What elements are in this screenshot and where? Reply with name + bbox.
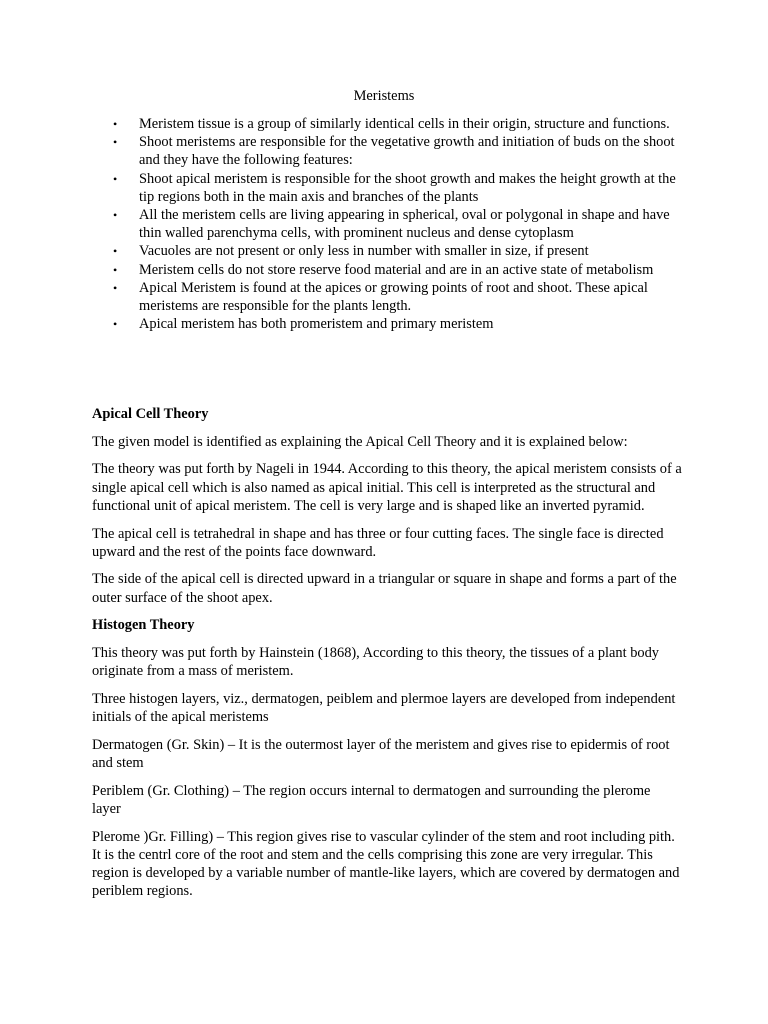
bullet-icon: •	[113, 317, 118, 332]
list-item-text: Meristem cells do not store reserve food material and are in an active state of metabolism	[139, 261, 654, 278]
document-body	[92, 405, 682, 910]
paragraph: The theory was put forth by Nageli in 1944. According to this theory, the apical meristem consists of a single apical cell which is also named as apical initial. This cell is interpreted as the structural and functional unit of apical meristem. The cell is very large and is shaped like an inverted pyramid.	[92, 461, 682, 514]
section-heading-histogen-theory: Histogen Theory	[92, 617, 195, 634]
section-heading-apical-cell-theory: Apical Cell Theory	[92, 406, 209, 422]
paragraph: The side of the apical cell is directed upward in a triangular or square in shape and forms a part of the outer surface of the shoot apex.	[92, 571, 677, 606]
bullet-icon: •	[113, 117, 118, 131]
list-item-text: Shoot meristems are responsible for the vegetative growth and initiation of buds on the shoot and they have the following features:	[139, 134, 675, 169]
paragraph: This theory was put forth by Hainstein (1868), According to this theory, the tissues of a plant body originate from a mass of meristem.	[92, 645, 660, 680]
bullet-icon: •	[113, 208, 118, 223]
paragraph: The given model is identified as explaining the Apical Cell Theory and it is explained below:	[92, 433, 628, 450]
list-item	[92, 115, 692, 133]
list-item-text: Meristem tissue is a group of similarly identical cells in their origin, structure and functions.	[139, 116, 670, 132]
list-item-text: Shoot apical meristem is responsible for the shoot growth and makes the height growth at the tip regions both in the main axis and branches of the plants	[139, 170, 676, 205]
bullet-icon: •	[113, 280, 118, 295]
paragraph: Three histogen layers, viz., dermatogen, peiblem and plermoe layers are developed from independent initials of the apical meristems	[92, 690, 676, 726]
list-item	[92, 279, 692, 315]
paragraph: Periblem (Gr. Clothing) – The region occurs internal to dermatogen and surrounding the plerome layer	[92, 782, 651, 817]
paragraph: Dermatogen (Gr. Skin) – It is the outermost layer of the meristem and gives rise to epidermis of root and stem	[92, 736, 670, 772]
paragraph: Plerome )Gr. Filling) – This region gives rise to vascular cylinder of the stem and root including pith. It is the centrl core of the root and stem and the cells comprising this zone are very irregular. This region is developed by a variable number of mantle-like layers, which are covered by dermatogen and periblem regions.	[92, 828, 680, 900]
list-item-text: Vacuoles are not present or only less in number with smaller in size, if present	[139, 243, 589, 260]
list-item	[92, 170, 692, 206]
document-title: Meristems	[353, 88, 415, 104]
list-item-text: All the meristem cells are living appearing in spherical, oval or polygonal in shape and have thin walled parenchyma cells, with prominent nucleus and dense cytoplasm	[139, 207, 670, 242]
list-item	[92, 315, 692, 333]
list-item	[92, 206, 692, 242]
list-item-text: Apical meristem has both promeristem and primary meristem	[139, 316, 494, 333]
bullet-icon: •	[113, 262, 118, 277]
list-item-text: Apical Meristem is found at the apices or growing points of root and shoot. These apical meristems are responsible for the plants length.	[139, 279, 648, 315]
list-item	[92, 242, 692, 260]
bullet-icon: •	[113, 135, 118, 150]
list-item	[92, 261, 692, 279]
meristem-bullet-list	[92, 115, 692, 333]
paragraph: The apical cell is tetrahedral in shape and has three or four cutting faces. The single face is directed upward and the rest of the points face downward.	[92, 525, 664, 560]
bullet-icon: •	[113, 244, 118, 259]
list-item	[92, 133, 692, 169]
bullet-icon: •	[113, 171, 118, 186]
